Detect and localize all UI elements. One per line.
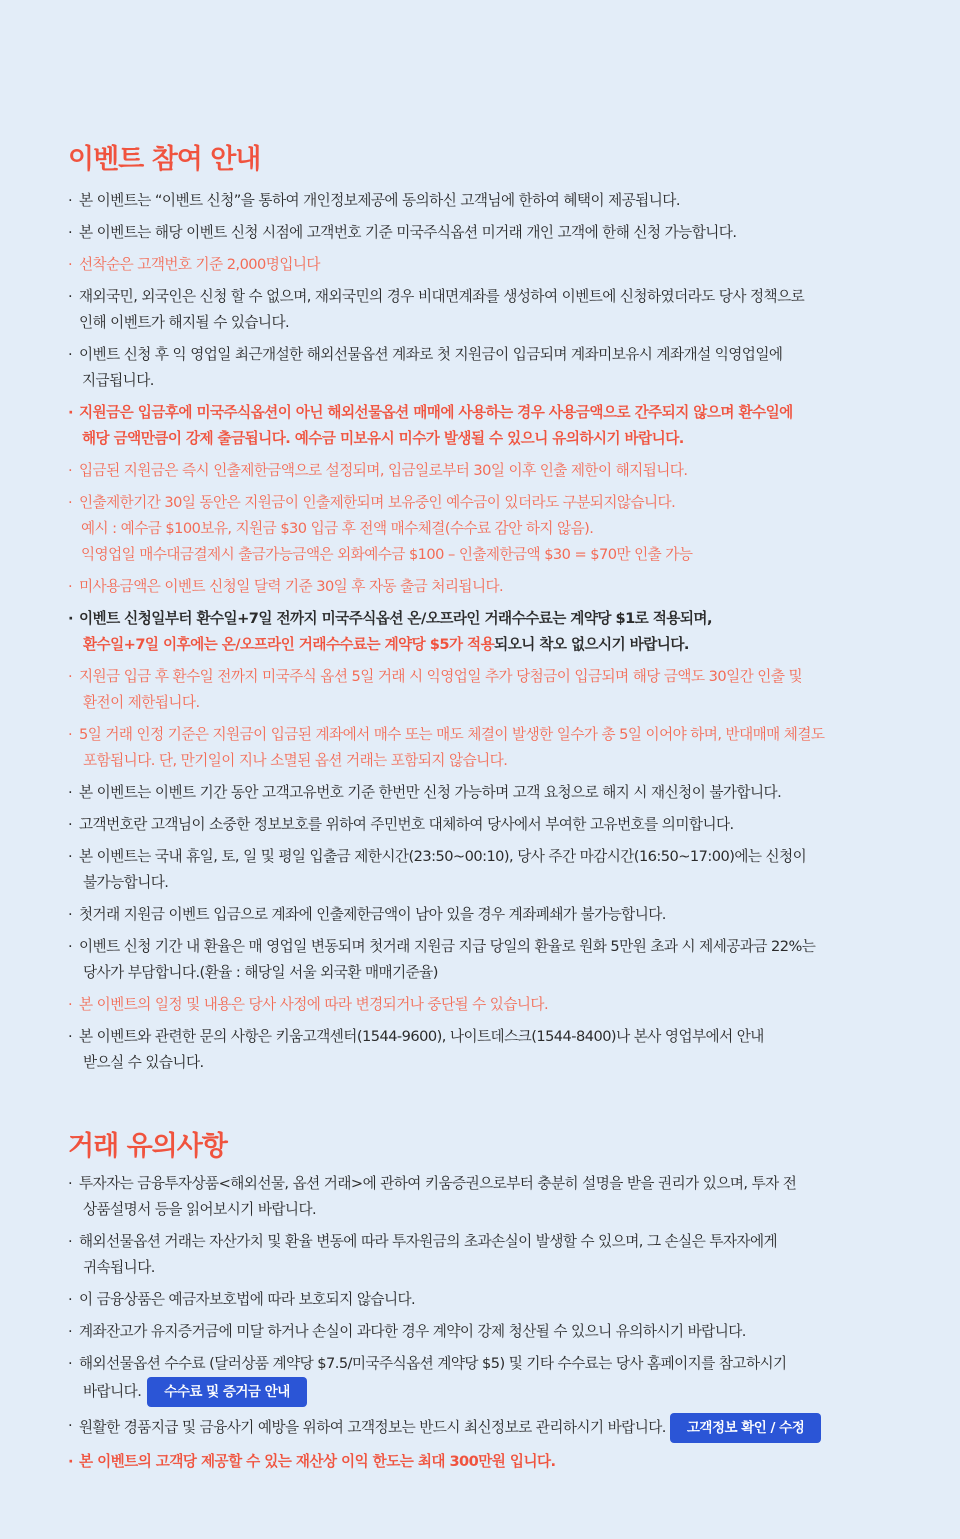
list-item: · 재외국민, 외국인은 신청 할 수 없으며, 재외국민의 경우 비대면계좌를 생성하여 이벤트에 신청하였더라도 당사 정책으로 인해 이벤트가 해지될 수 있습니다. xyxy=(68,284,900,336)
customer-info-update-button[interactable]: 고객정보 확인 / 수정 xyxy=(670,1413,821,1443)
list-item: · 본 이벤트는 국내 휴일, 토, 일 및 평일 입출금 제한시간(23:50~00:10), 당사 주간 마감시간(16:50~17:00)에는 신청이 불가능합니다. xyxy=(68,844,900,896)
list-item: · 지원금은 입금후에 미국주식옵션이 아닌 해외선물옵션 매매에 사용하는 경우 사용금액으로 간주되지 않으며 환수일에 해당 금액만큼이 강제 출금됩니다. 예수금 미보유시 미수가 발생될 수 있으니 유의하시기 바랍니다. xyxy=(68,400,900,452)
list-item: · 본 이벤트의 일정 및 내용은 당사 사정에 따라 변경되거나 중단될 수 있습니다. xyxy=(68,992,900,1018)
fee-margin-info-button[interactable]: 수수료 및 증거금 안내 xyxy=(147,1377,306,1407)
list-item: · 본 이벤트는 해당 이벤트 신청 시점에 고객번호 기준 미국주식옵션 미거래 개인 고객에 한해 신청 가능합니다. xyxy=(68,220,900,246)
list-item: · 해외선물옵션 수수료 (달러상품 계약당 $7.5/미국주식옵션 계약당 $5) 및 기타 수수료는 당사 홈페이지를 참고하시기 바랍니다. 수수료 및 증거금 안내 xyxy=(68,1351,900,1407)
event-notice-title: 이벤트 참여 안내 xyxy=(68,144,261,175)
list-item: · 지원금 입금 후 환수일 전까지 미국주식 옵션 5일 거래 시 익영업일 추가 당첨금이 입금되며 해당 금액도 30일간 인출 및 환전이 제한됩니다. xyxy=(68,664,900,716)
list-item: · 원활한 경품지급 및 금융사기 예방을 위하여 고객정보는 반드시 최신정보로 관리하시기 바랍니다. 고객정보 확인 / 수정 xyxy=(68,1413,900,1443)
list-item: · 선착순은 고객번호 기준 2,000명입니다 xyxy=(68,252,900,278)
list-item: · 계좌잔고가 유지증거금에 미달 하거나 손실이 과다한 경우 계약이 강제 청산될 수 있으니 유의하시기 바랍니다. xyxy=(68,1319,900,1345)
list-item: · 이 금융상품은 예금자보호법에 따라 보호되지 않습니다. xyxy=(68,1287,900,1313)
list-item: · 이벤트 신청일부터 환수일+7일 전까지 미국주식옵션 온/오프라인 거래수수료는 계약당 $1로 적용되며, 환수일+7일 이후에는 온/오프라인 거래수수료는 계약당 $5가 적용되오니 착오 없으시기 바랍니다. xyxy=(68,606,900,658)
list-item: · 5일 거래 인정 기준은 지원금이 입금된 계좌에서 매수 또는 매도 체결이 발생한 일수가 총 5일 이어야 하며, 반대매매 체결도 포함됩니다. 단, 만기일이 지나 소멸된 옵션 거래는 포함되지 않습니다. xyxy=(68,722,900,774)
list-item: · 인출제한기간 30일 동안은 지원금이 인출제한되며 보유중인 예수금이 있더라도 구분되지않습니다. 예시 : 예수금 $100보유, 지원금 $30 입금 후 전액 매수체결(수수료 감안 하지 않음). 익영업일 매수대금결제시 출금가능금액은 외화예수금 $100 – 인출제한금액 $30 = $70만 인출 가능 xyxy=(68,490,900,568)
event-notice-list xyxy=(68,188,900,1076)
event-notice-section xyxy=(68,0,900,1076)
list-item: · 본 이벤트의 고객당 제공할 수 있는 재산상 이익 한도는 최대 300만원 입니다. xyxy=(68,1449,900,1475)
list-item: · 미사용금액은 이벤트 신청일 달력 기준 30일 후 자동 출금 처리됩니다. xyxy=(68,574,900,600)
list-item: · 본 이벤트는 “이벤트 신청”을 통하여 개인정보제공에 동의하신 고객님에 한하여 혜택이 제공됩니다. xyxy=(68,188,900,214)
list-item: · 이벤트 신청 후 익 영업일 최근개설한 해외선물옵션 계좌로 첫 지원금이 입금되며 계좌미보유시 계좌개설 익영업일에 지급됩니다. xyxy=(68,342,900,394)
trading-notice-list xyxy=(68,1171,900,1475)
list-item: · 입금된 지원금은 즉시 인출제한금액으로 설정되며, 입금일로부터 30일 이후 인출 제한이 해지됩니다. xyxy=(68,458,900,484)
list-item: · 이벤트 신청 기간 내 환율은 매 영업일 변동되며 첫거래 지원금 지급 당일의 환율로 원화 5만원 초과 시 제세공과금 22%는 당사가 부담합니다.(환율 : 해당일 서울 외국환 매매기준율) xyxy=(68,934,900,986)
list-item: · 고객번호란 고객님이 소중한 정보보호를 위하여 주민번호 대체하여 당사에서 부여한 고유번호를 의미합니다. xyxy=(68,812,900,838)
highlight-text: 환수일+7일 이후에는 온/오프라인 거래수수료는 계약당 $5가 적용 xyxy=(83,636,495,653)
list-item: · 본 이벤트와 관련한 문의 사항은 키움고객센터(1544-9600), 나이트데스크(1544-8400)나 본사 영업부에서 안내 받으실 수 있습니다. xyxy=(68,1024,900,1076)
list-item: · 해외선물옵션 거래는 자산가치 및 환율 변동에 따라 투자원금의 초과손실이 발생할 수 있으며, 그 손실은 투자자에게 귀속됩니다. xyxy=(68,1229,900,1281)
list-item: · 본 이벤트는 이벤트 기간 동안 고객고유번호 기준 한번만 신청 가능하며 고객 요청으로 해지 시 재신청이 불가합니다. xyxy=(68,780,900,806)
trading-notice-section xyxy=(68,1082,900,1475)
list-item: · 투자자는 금융투자상품<해외선물, 옵션 거래>에 관하여 키움증권으로부터 충분히 설명을 받을 권리가 있으며, 투자 전 상품설명서 등을 읽어보시기 바랍니다. xyxy=(68,1171,900,1223)
trading-notice-title: 거래 유의사항 xyxy=(68,1131,227,1162)
list-item: · 첫거래 지원금 이벤트 입금으로 계좌에 인출제한금액이 남아 있을 경우 계좌폐쇄가 불가능합니다. xyxy=(68,902,900,928)
